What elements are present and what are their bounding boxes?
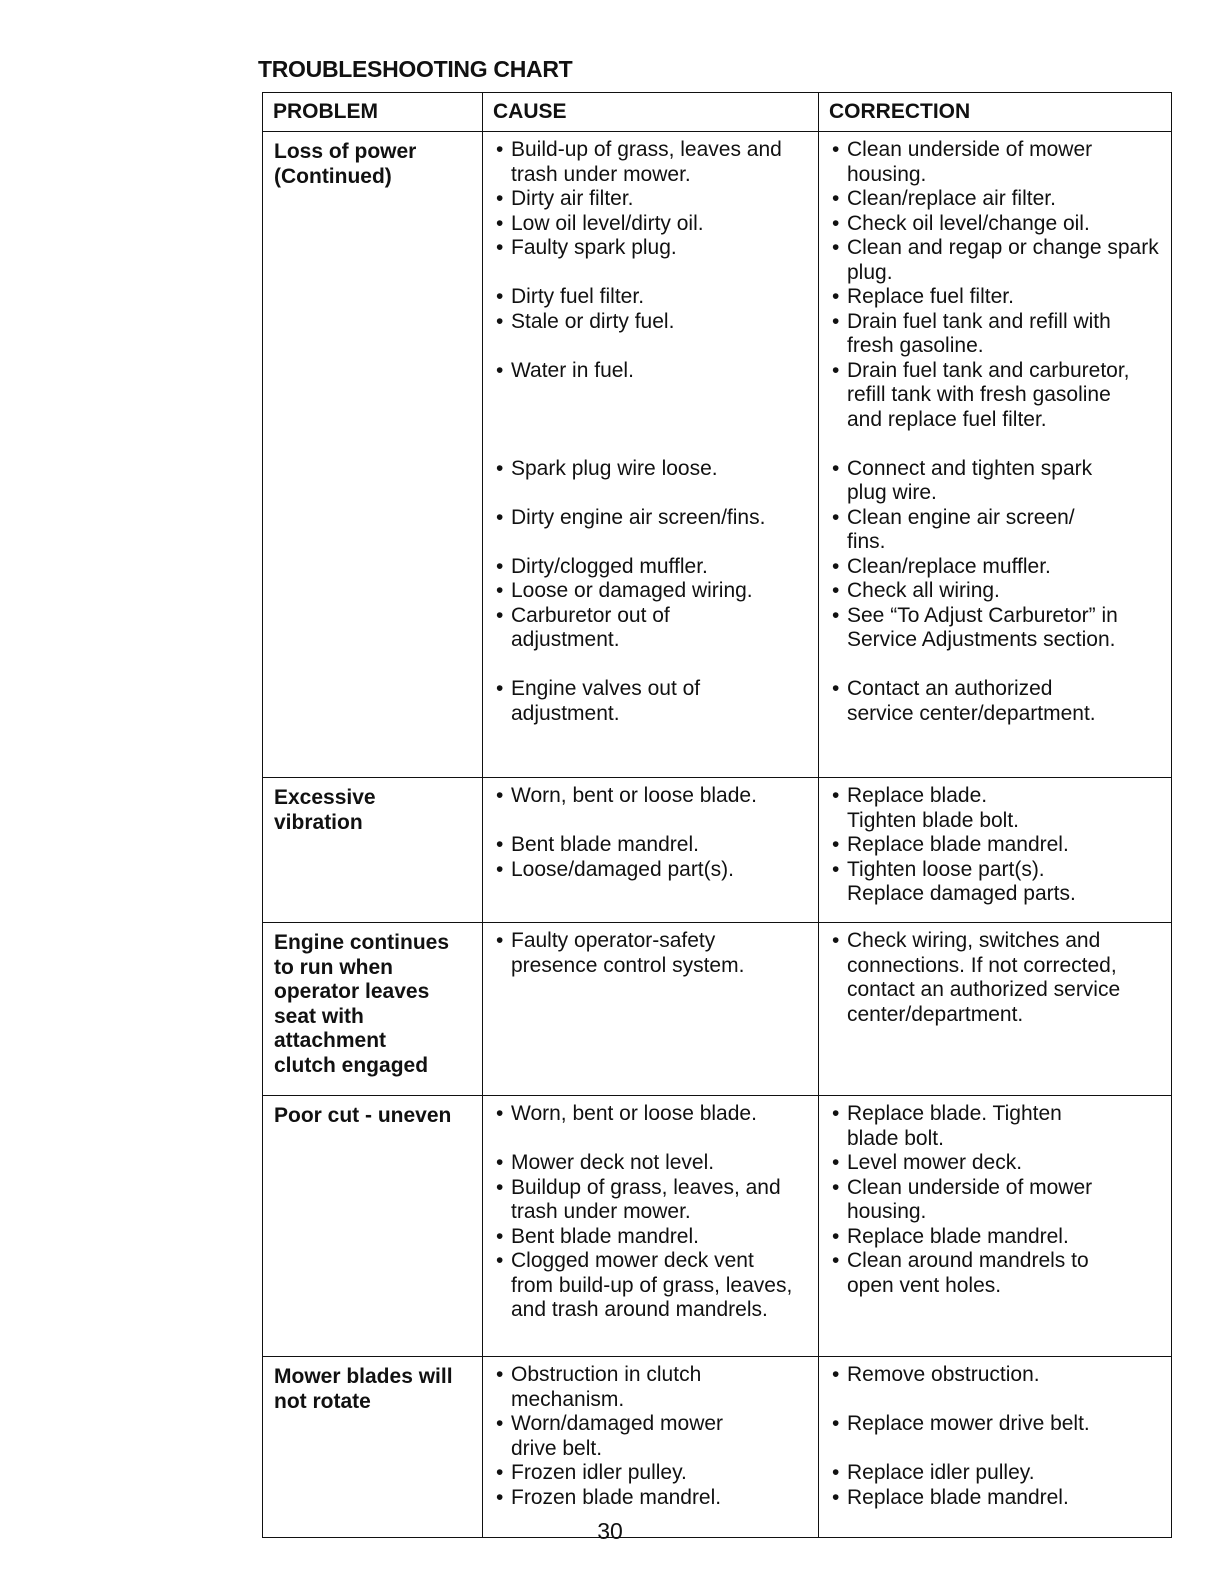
- correction-item: • Replace mower drive belt.: [829, 1412, 1159, 1461]
- correction-cell: [819, 1096, 1169, 1356]
- correction-item: • Contact an authorized service center/department.: [829, 677, 1107, 726]
- correction-item: • Check oil level/change oil.: [829, 212, 1159, 237]
- problem-line: Loss of power: [274, 140, 417, 163]
- correction-item: • Drain fuel tank and refill with fresh gasoline.: [829, 310, 1159, 359]
- correction-item: • Replace blade mandrel.: [829, 1225, 1159, 1250]
- header-problem: PROBLEM: [263, 93, 483, 131]
- header-correction: CORRECTION: [829, 100, 971, 123]
- problem-line: clutch engaged: [274, 1053, 429, 1077]
- cause-item: • Worn, bent or loose blade.: [493, 784, 808, 833]
- correction-item: • Clean/replace air filter.: [829, 187, 1159, 212]
- problem-line: vibration: [274, 810, 363, 834]
- cause-item: • Frozen idler pulley.: [493, 1461, 808, 1486]
- correction-item: • Drain fuel tank and carburetor, refill tank with fresh gasoline and replace fuel filter.: [829, 359, 1137, 457]
- cause-item: • Engine valves out of adjustment.: [493, 677, 741, 726]
- cause-item: • Dirty/clogged muffler.: [493, 555, 808, 580]
- cause-item: • Worn/damaged mower drive belt.: [493, 1412, 771, 1461]
- problem-line: Engine continues: [274, 931, 450, 954]
- correction-cell: [819, 1357, 1169, 1537]
- correction-item: • Remove obstruction.: [829, 1363, 1159, 1412]
- cause-item: • Frozen blade mandrel.: [493, 1486, 808, 1511]
- cause-item: • Mower deck not level.: [493, 1151, 808, 1176]
- correction-item: • Replace fuel filter.: [829, 285, 1159, 310]
- correction-item: • Clean around mandrels to open vent holes.: [829, 1249, 1127, 1298]
- correction-item: • Clean underside of mower housing.: [829, 1176, 1147, 1225]
- problem-cell: [263, 923, 483, 1095]
- cause-item: • Bent blade mandrel.: [493, 1225, 808, 1250]
- cause-item: • Low oil level/dirty oil.: [493, 212, 808, 237]
- problem-cell: [263, 132, 483, 777]
- problem-line: to run when: [274, 955, 393, 979]
- table-row: [263, 1095, 1171, 1356]
- problem-line: Mower blades will: [274, 1365, 453, 1388]
- cause-item: • Faulty spark plug.: [493, 236, 808, 285]
- correction-item: • Replace blade mandrel.: [829, 833, 1159, 858]
- correction-item: • Clean engine air screen/ fins.: [829, 506, 1107, 555]
- table-row: [263, 777, 1171, 922]
- correction-item: • Connect and tighten spark plug wire.: [829, 457, 1127, 506]
- cause-item: • Loose or damaged wiring.: [493, 579, 808, 604]
- cause-item: • Buildup of grass, leaves, and trash under mower.: [493, 1176, 781, 1225]
- problem-cell: [263, 1096, 483, 1356]
- cause-item: • Obstruction in clutch mechanism.: [493, 1363, 751, 1412]
- troubleshooting-table: [262, 92, 1172, 1538]
- table-header-row: [263, 93, 1171, 131]
- correction-cell: [819, 778, 1169, 922]
- problem-line: seat with: [274, 1004, 364, 1028]
- cause-item: • Loose/damaged part(s).: [493, 858, 808, 883]
- correction-item: • Replace idler pulley.: [829, 1461, 1159, 1486]
- correction-item: • Tighten loose part(s). Replace damaged parts.: [829, 858, 1117, 907]
- cause-item: • Worn, bent or loose blade.: [493, 1102, 808, 1151]
- cause-item: • Build-up of grass, leaves and trash under mower.: [493, 138, 808, 187]
- chart-title: TROUBLESHOOTING CHART: [258, 56, 573, 82]
- problem-cell: [263, 778, 483, 922]
- table-row: [263, 922, 1171, 1095]
- cause-cell: [483, 923, 819, 1095]
- cause-cell: [483, 778, 819, 922]
- problem-cell: [263, 1357, 483, 1537]
- cause-item: • Stale or dirty fuel.: [493, 310, 808, 359]
- problem-line: not rotate: [274, 1389, 371, 1413]
- correction-item: • Replace blade mandrel.: [829, 1486, 1159, 1511]
- problem-line: (Continued): [274, 164, 392, 188]
- page-number: 30: [597, 1518, 623, 1544]
- cause-item: • Clogged mower deck vent from build-up of grass, leaves, and trash around mandrels.: [493, 1249, 801, 1323]
- cause-item: • Bent blade mandrel.: [493, 833, 808, 858]
- problem-line: Poor cut - uneven: [274, 1104, 452, 1127]
- problem-line: Excessive: [274, 786, 376, 809]
- correction-item: • Replace blade. Tighten blade bolt.: [829, 784, 1047, 833]
- problem-line: attachment: [274, 1029, 387, 1052]
- cause-item: • Faulty operator-safety presence control system.: [493, 929, 791, 978]
- correction-item: • Clean and regap or change spark plug.: [829, 236, 1159, 285]
- correction-item: • Clean/replace muffler.: [829, 555, 1159, 580]
- cause-item: • Dirty fuel filter.: [493, 285, 808, 310]
- cause-cell: [483, 1096, 819, 1356]
- cause-item: • Dirty engine air screen/fins.: [493, 506, 808, 555]
- correction-item: • Check wiring, switches and connections. If not corrected, contact an authorized service center/department.: [829, 929, 1159, 1027]
- correction-item: • Level mower deck.: [829, 1151, 1159, 1176]
- cause-item: • Dirty air filter.: [493, 187, 808, 212]
- correction-item: • Check all wiring.: [829, 579, 1159, 604]
- correction-cell: [819, 923, 1169, 1095]
- cause-item: • Carburetor out of adjustment.: [493, 604, 711, 678]
- correction-item: • Clean underside of mower housing.: [829, 138, 1137, 187]
- correction-item: • See “To Adjust Carburetor” in Service Adjustments section.: [829, 604, 1137, 678]
- cause-cell: [483, 132, 819, 777]
- header-cause: CAUSE: [483, 93, 819, 131]
- correction-item: • Replace blade. Tighten blade bolt.: [829, 1102, 1107, 1151]
- cause-cell: [483, 1357, 819, 1537]
- table-row: [263, 1356, 1171, 1537]
- correction-cell: [819, 132, 1169, 777]
- problem-line: operator leaves: [274, 980, 430, 1003]
- cause-item: • Spark plug wire loose.: [493, 457, 808, 506]
- table-row: [263, 131, 1171, 777]
- cause-item: • Water in fuel.: [493, 359, 808, 457]
